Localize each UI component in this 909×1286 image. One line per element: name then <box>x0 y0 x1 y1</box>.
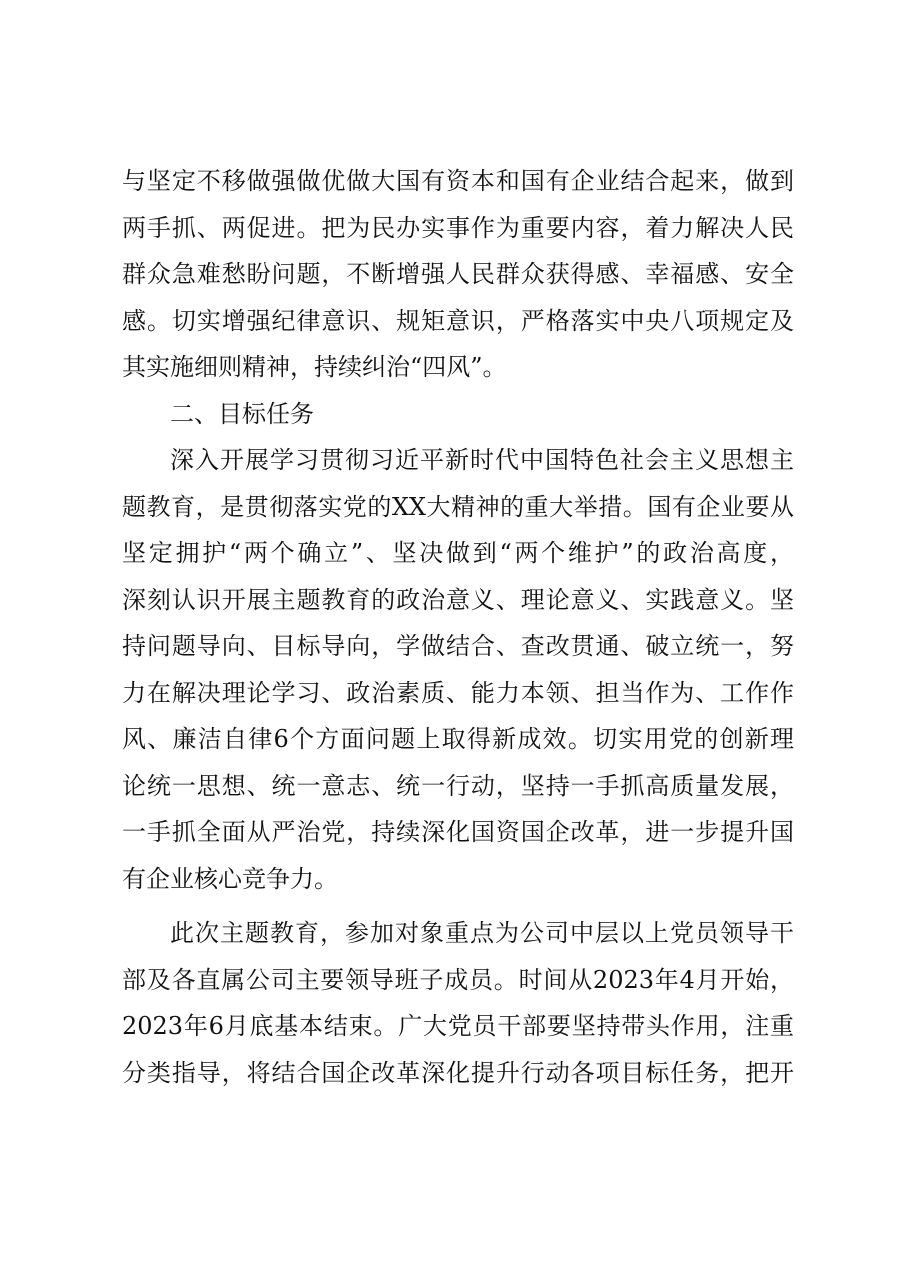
text-line: 一手抓全面从严治党，持续深化国资国企改革，进一步提升国 <box>122 818 794 846</box>
text-line: 此次主题教育，参加对象重点为公司中层以上党员领导干 <box>170 919 794 947</box>
text-line: 2023年6月底基本结束。广大党员干部要坚持带头作用，注重 <box>122 1012 794 1040</box>
text-line: 感。切实增强纪律意识、规矩意识，严格落实中央八项规定及 <box>122 306 794 335</box>
heading-text: 二、目标任务 <box>170 399 314 428</box>
text-line: 坚定拥护“两个确立”、坚决做到“两个维护”的政治高度， <box>122 539 794 567</box>
text-line: 部及各直属公司主要领导班子成员。时间从2023年4月开始， <box>122 965 794 994</box>
section-heading <box>122 391 794 438</box>
text-line: 深刻认识开展主题教育的政治意义、理论意义、实践意义。坚 <box>122 585 794 614</box>
text-line: 两手抓、两促进。把为民办实事作为重要内容，着力解决人民 <box>122 213 794 242</box>
text-line: 其实施细则精神，持续纠治“四风”。 <box>122 353 507 381</box>
text-line: 风、廉洁自律6个方面问题上取得新成效。切实用党的创新理 <box>122 725 794 753</box>
paragraph-2 <box>122 437 794 902</box>
text-line: 论统一思想、统一意志、统一行动，坚持一手抓高质量发展， <box>122 771 794 800</box>
text-line: 深入开展学习贯彻习近平新时代中国特色社会主义思想主 <box>170 446 794 474</box>
text-line: 群众急难愁盼问题，不断增强人民群众获得感、幸福感、安全 <box>122 260 794 288</box>
paragraph-1 <box>122 158 794 391</box>
paragraph-3 <box>122 910 794 1096</box>
text-line: 分类指导，将结合国企改革深化提升行动各项目标任务，把开 <box>122 1058 794 1087</box>
paragraph-gap <box>122 902 794 910</box>
text-line: 题教育，是贯彻落实党的XX大精神的重大举措。国有企业要从 <box>122 492 794 521</box>
text-line: 与坚定不移做强做优做大国有资本和国有企业结合起来，做到 <box>122 167 794 195</box>
document-page <box>122 158 794 1096</box>
text-line: 力在解决理论学习、政治素质、能力本领、担当作为、工作作 <box>122 678 794 707</box>
text-line: 有企业核心竞争力。 <box>122 864 338 893</box>
text-line: 持问题导向、目标导向，学做结合、查改贯通、破立统一，努 <box>122 632 794 660</box>
